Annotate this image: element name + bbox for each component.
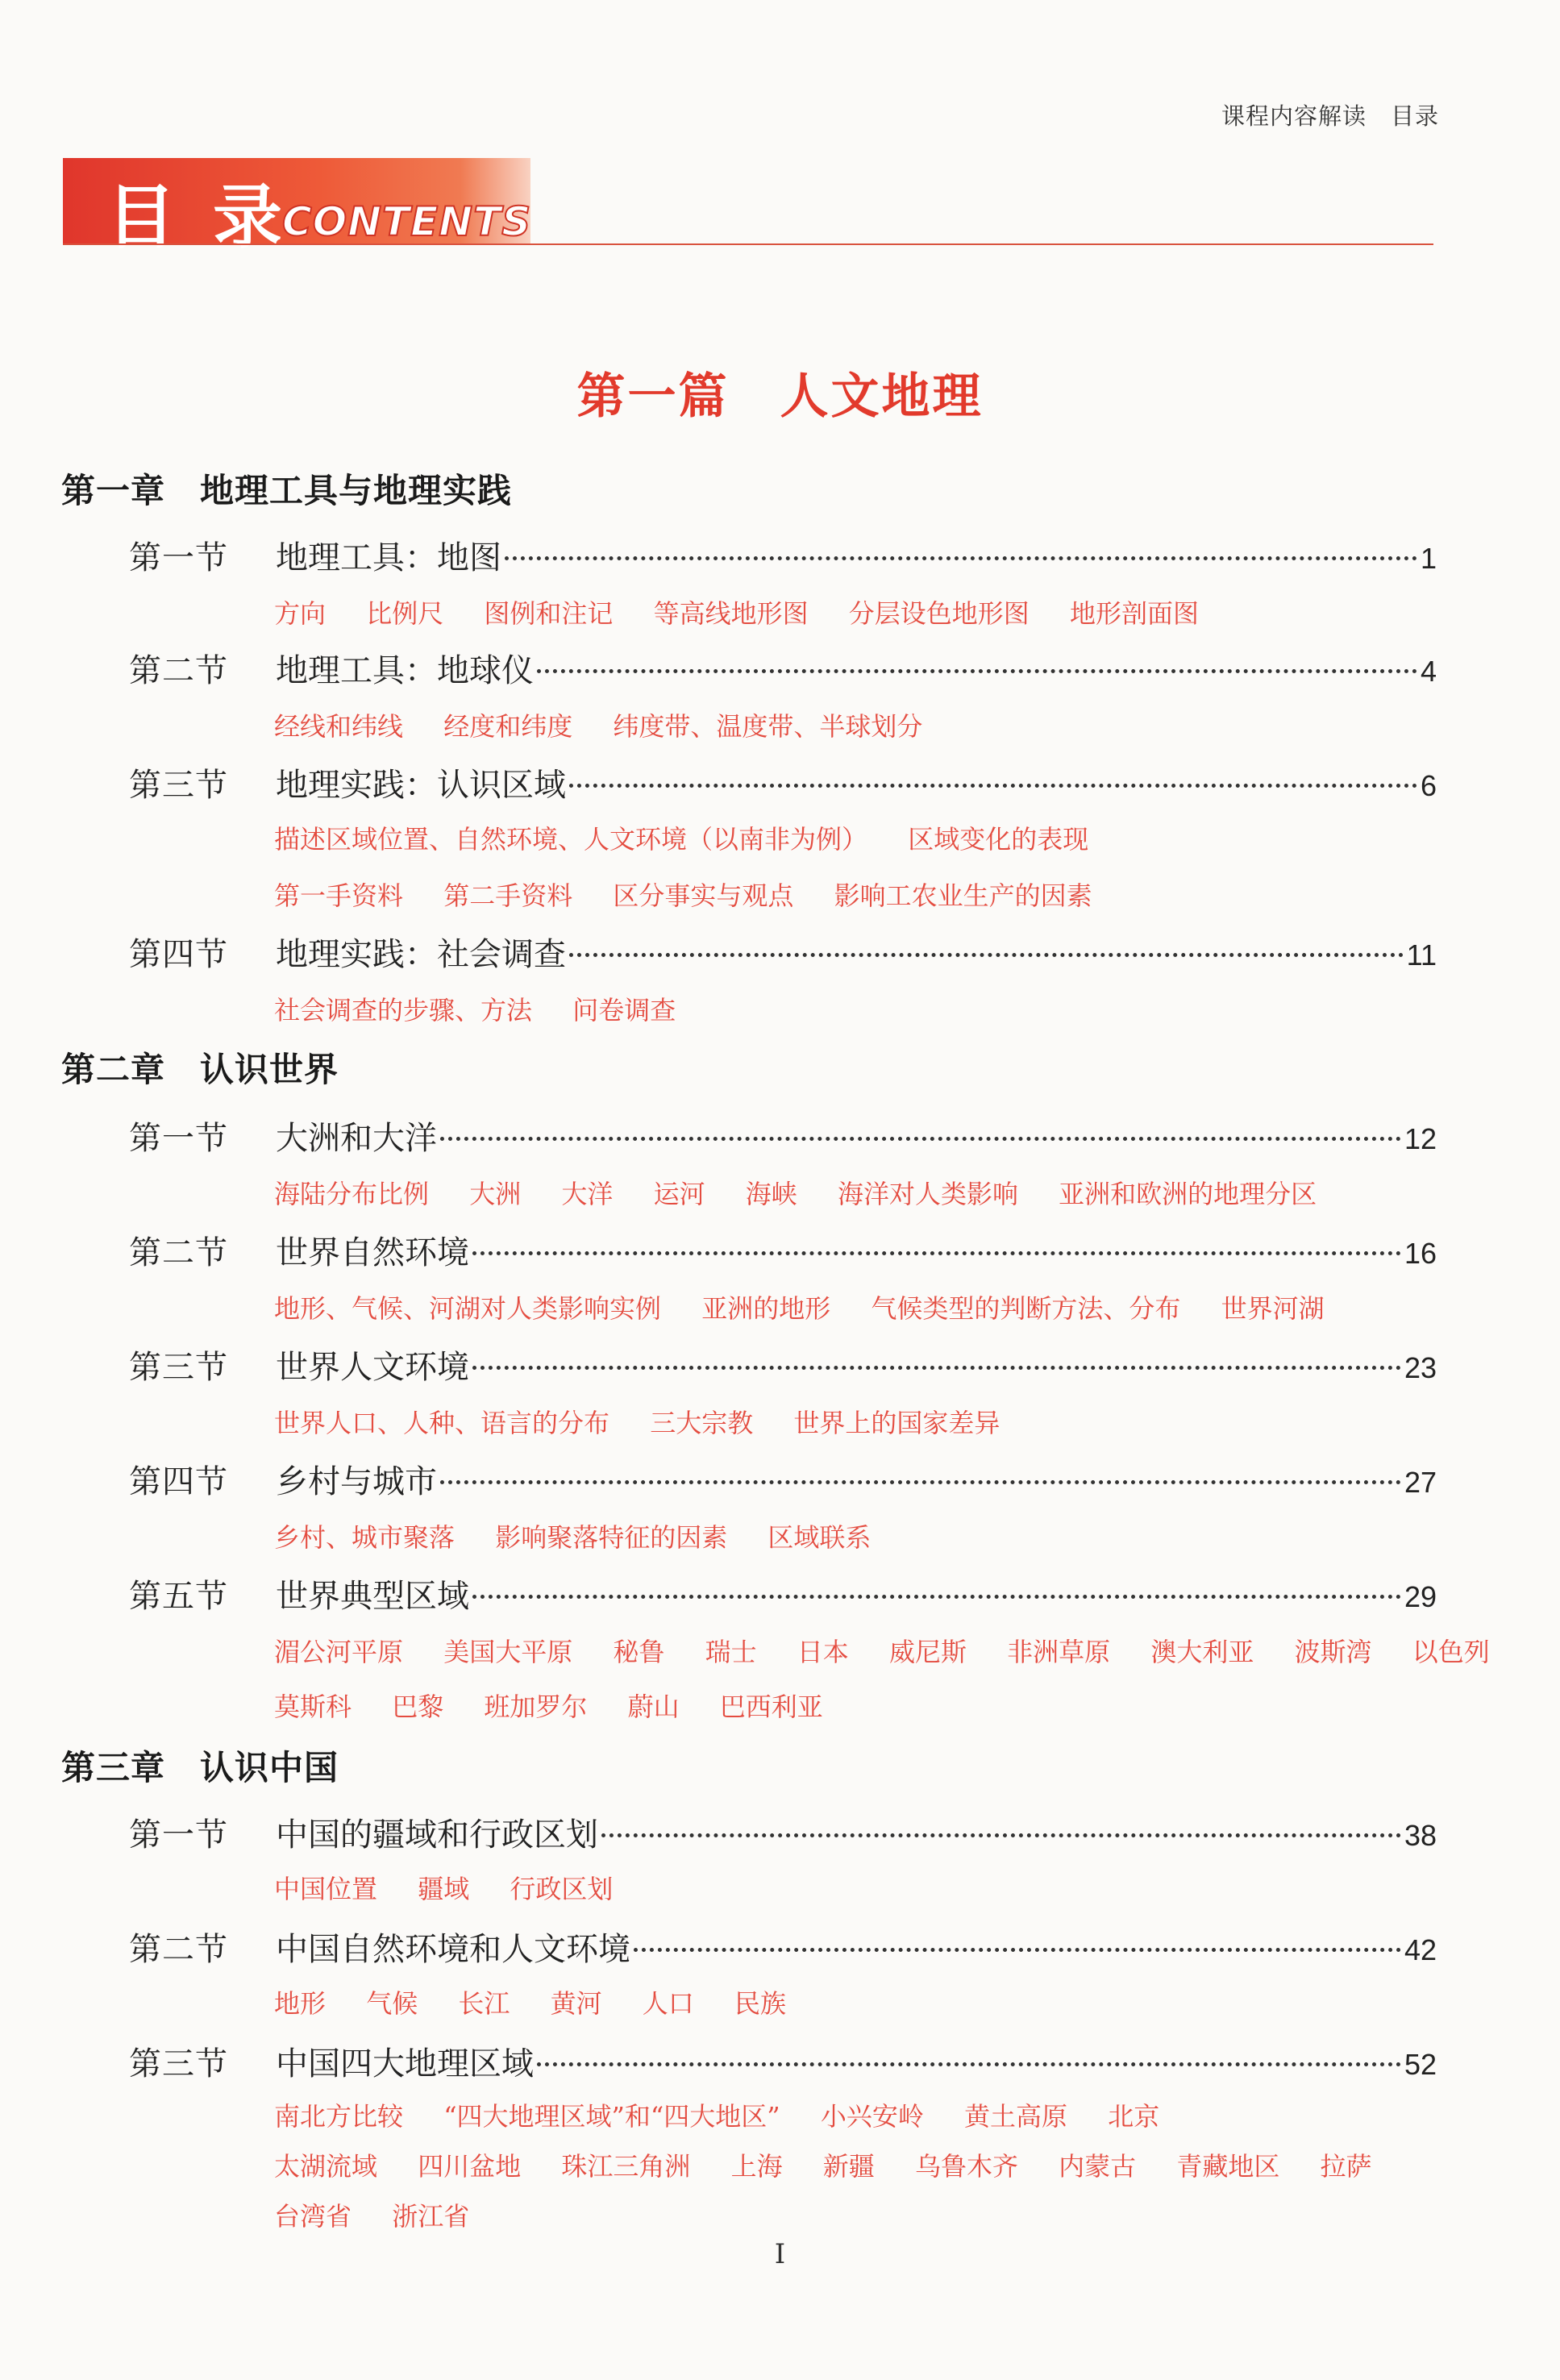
topic: 日本	[797, 1637, 849, 1667]
topic: 中国位置	[274, 1874, 378, 1904]
topic: 澳大利亚	[1150, 1637, 1254, 1667]
section-number: 第一节	[129, 1816, 228, 1854]
page-ref: 11	[1406, 938, 1437, 972]
topic: 第一手资料	[274, 880, 404, 911]
topic: 世界人口、人种、语言的分布	[274, 1408, 610, 1438]
topic: 区域变化的表现	[908, 824, 1089, 855]
page-ref: 38	[1404, 1819, 1437, 1852]
section-number: 第四节	[129, 936, 228, 973]
toc-entry[interactable]	[129, 1342, 1437, 1388]
topic: 四川盆地	[418, 2151, 522, 2182]
topic: 世界上的国家差异	[793, 1408, 1000, 1438]
leader-dots	[440, 1137, 1401, 1141]
topic-list	[274, 1517, 1419, 1554]
topic: 第二手资料	[443, 880, 573, 911]
topic: 黄土高原	[964, 2101, 1068, 2132]
topic: 等高线地形图	[653, 598, 809, 629]
topic: 大洋	[561, 1179, 614, 1209]
topic: “四大地理区域”和“四大地区”	[443, 2101, 780, 2132]
section-title: 地理工具：地图	[276, 539, 501, 576]
topic-list	[274, 1983, 1419, 2020]
topic: 影响工农业生产的因素	[834, 880, 1092, 911]
toc-entry[interactable]	[129, 1456, 1437, 1502]
toc-entry[interactable]	[129, 645, 1437, 691]
section-number: 第四节	[129, 1463, 228, 1500]
topic: 内蒙古	[1059, 2151, 1137, 2182]
topic-list	[274, 1632, 1490, 1669]
topic: 运河	[653, 1179, 705, 1209]
section-title: 大洲和大洋	[276, 1120, 437, 1157]
topic-list	[274, 1174, 1419, 1211]
topic: 黄河	[550, 1988, 602, 2019]
topic: 海洋对人类影响	[837, 1179, 1018, 1209]
toc-entry[interactable]	[129, 1571, 1437, 1616]
toc-entry[interactable]	[129, 1809, 1437, 1855]
leader-dots	[472, 1595, 1401, 1599]
toc-entry[interactable]	[129, 759, 1437, 805]
page-number: I	[774, 2238, 786, 2270]
page-ref: 23	[1404, 1351, 1437, 1384]
section-title: 中国的疆域和行政区划	[276, 1816, 598, 1854]
running-header: 课程内容解读 目录	[1221, 102, 1439, 130]
topic: 蔚山	[627, 1691, 680, 1722]
leader-dots	[537, 669, 1417, 673]
topic: 地形、气候、河湖对人类影响实例	[274, 1293, 662, 1324]
topic: 大洲	[469, 1179, 522, 1209]
topic: 人口	[642, 1988, 694, 2019]
topic: 经度和纬度	[443, 711, 573, 742]
section-number: 第五节	[129, 1578, 228, 1615]
topic: 乌鲁木齐	[914, 2151, 1018, 2182]
topic: 比例尺	[366, 598, 444, 629]
page-ref: 16	[1404, 1237, 1437, 1270]
toc-entry[interactable]	[129, 1113, 1437, 1159]
topic: 区域联系	[768, 1522, 872, 1553]
section-number: 第三节	[129, 2045, 228, 2082]
topic: 三大宗教	[650, 1408, 754, 1438]
leader-dots	[601, 1833, 1401, 1837]
page-ref: 27	[1404, 1466, 1437, 1499]
page-ref: 6	[1420, 769, 1437, 802]
topic-list	[274, 876, 1419, 913]
toc-entry[interactable]	[129, 1924, 1437, 1970]
topic: 莫斯科	[274, 1691, 352, 1722]
page-ref: 12	[1404, 1122, 1437, 1155]
topic: 浙江省	[392, 2201, 470, 2232]
topic: 以色列	[1412, 1637, 1490, 1667]
section-number: 第三节	[129, 1349, 228, 1386]
toc-entry[interactable]	[129, 1227, 1437, 1273]
leader-dots	[569, 953, 1404, 957]
topic: 小兴安岭	[820, 2101, 924, 2132]
topic: 太湖流域	[274, 2151, 378, 2182]
section-title: 世界人文环境	[276, 1349, 469, 1386]
topic: 秘鲁	[613, 1637, 665, 1667]
section-number: 第二节	[129, 1234, 228, 1271]
topic: 分层设色地形图	[848, 598, 1030, 629]
leader-dots	[472, 1366, 1401, 1370]
section-title: 乡村与城市	[276, 1463, 437, 1500]
section-title: 地理实践：认识区域	[276, 767, 566, 804]
section-number: 第二节	[129, 652, 228, 689]
section-number: 第三节	[129, 767, 228, 804]
toc-entry[interactable]	[129, 2038, 1437, 2084]
topic: 亚洲和欧洲的地理分区	[1059, 1179, 1317, 1209]
topic-list	[274, 2146, 1419, 2183]
topic: 非洲草原	[1007, 1637, 1111, 1667]
topic: 巴西利亚	[719, 1691, 823, 1722]
contents-banner-title: 目 录	[106, 177, 289, 258]
topic: 南北方比较	[274, 2101, 404, 2132]
section-title: 地理实践：社会调查	[276, 936, 566, 973]
section-number: 第一节	[129, 1120, 228, 1157]
topic: 行政区划	[510, 1874, 614, 1904]
topic: 长江	[458, 1988, 510, 2019]
topic: 新疆	[822, 2151, 875, 2182]
topic: 气候	[366, 1988, 418, 2019]
topic: 海峡	[745, 1179, 797, 1209]
topic: 描述区域位置、自然环境、人文环境（以南非为例）	[274, 824, 868, 855]
topic: 台湾省	[274, 2201, 352, 2232]
topic: 图例和注记	[484, 598, 614, 629]
section-title: 地理工具：地球仪	[276, 652, 534, 689]
page-ref: 4	[1420, 655, 1437, 688]
topic: 地形剖面图	[1069, 598, 1199, 629]
topic: 湄公河平原	[274, 1637, 404, 1667]
topic-list	[274, 2196, 1419, 2233]
topic: 波斯湾	[1294, 1637, 1372, 1667]
banner-divider	[63, 243, 1433, 245]
chapter-heading: 第二章 认识世界	[61, 1050, 339, 1089]
contents-banner-subtitle: CONTENTS	[282, 198, 532, 245]
topic: 纬度带、温度带、半球划分	[613, 711, 923, 742]
topic: 经线和纬线	[274, 711, 404, 742]
topic: 方向	[274, 598, 327, 629]
topic: 地形	[274, 1988, 327, 2019]
chapter-heading: 第三章 认识中国	[61, 1748, 339, 1787]
topic-list	[274, 706, 1419, 743]
topic: 北京	[1108, 2101, 1160, 2132]
topic: 世界河湖	[1221, 1293, 1325, 1324]
topic: 影响聚落特征的因素	[495, 1522, 728, 1553]
section-title: 世界典型区域	[276, 1578, 469, 1615]
topic: 巴黎	[392, 1691, 444, 1722]
topic: 区分事实与观点	[613, 880, 794, 911]
leader-dots	[634, 1948, 1401, 1952]
section-title: 中国四大地理区域	[276, 2045, 534, 2082]
page-ref: 42	[1404, 1933, 1437, 1966]
topic: 气候类型的判断方法、分布	[871, 1293, 1181, 1324]
topic-list	[274, 1403, 1419, 1440]
chapter-heading: 第一章 地理工具与地理实践	[61, 471, 513, 510]
topic: 乡村、城市聚落	[274, 1522, 456, 1553]
topic-list	[274, 1869, 1419, 1906]
topic-list	[274, 2096, 1419, 2133]
leader-dots	[569, 784, 1417, 788]
topic: 班加罗尔	[484, 1691, 588, 1722]
page-ref: 1	[1420, 542, 1437, 575]
topic: 青藏地区	[1176, 2151, 1280, 2182]
toc-entry[interactable]	[129, 532, 1437, 578]
topic: 问卷调查	[572, 995, 676, 1026]
topic: 拉萨	[1320, 2151, 1372, 2182]
topic: 珠江三角洲	[561, 2151, 691, 2182]
section-number: 第一节	[129, 539, 228, 576]
topic-list	[274, 1288, 1419, 1325]
topic: 美国大平原	[443, 1637, 573, 1667]
topic: 亚洲的地形	[701, 1293, 831, 1324]
topic: 威尼斯	[888, 1637, 967, 1667]
topic-list	[274, 819, 1419, 856]
leader-dots	[537, 2062, 1401, 2066]
topic: 海陆分布比例	[274, 1179, 430, 1209]
topic: 民族	[734, 1988, 786, 2019]
toc-entry[interactable]	[129, 929, 1437, 975]
topic: 社会调查的步骤、方法	[274, 995, 533, 1026]
section-title: 世界自然环境	[276, 1234, 469, 1271]
topic: 上海	[730, 2151, 783, 2182]
topic-list	[274, 1687, 1419, 1724]
page-ref: 52	[1404, 2048, 1437, 2081]
topic: 瑞士	[705, 1637, 757, 1667]
leader-dots	[440, 1480, 1401, 1484]
section-number: 第二节	[129, 1931, 228, 1968]
topic-list	[274, 593, 1419, 630]
topic: 疆域	[418, 1874, 470, 1904]
part-title: 第一篇 人文地理	[576, 368, 984, 425]
topic-list	[274, 990, 1419, 1027]
section-title: 中国自然环境和人文环境	[276, 1931, 630, 1968]
page-ref: 29	[1404, 1580, 1437, 1613]
leader-dots	[472, 1251, 1401, 1255]
leader-dots	[505, 556, 1417, 560]
